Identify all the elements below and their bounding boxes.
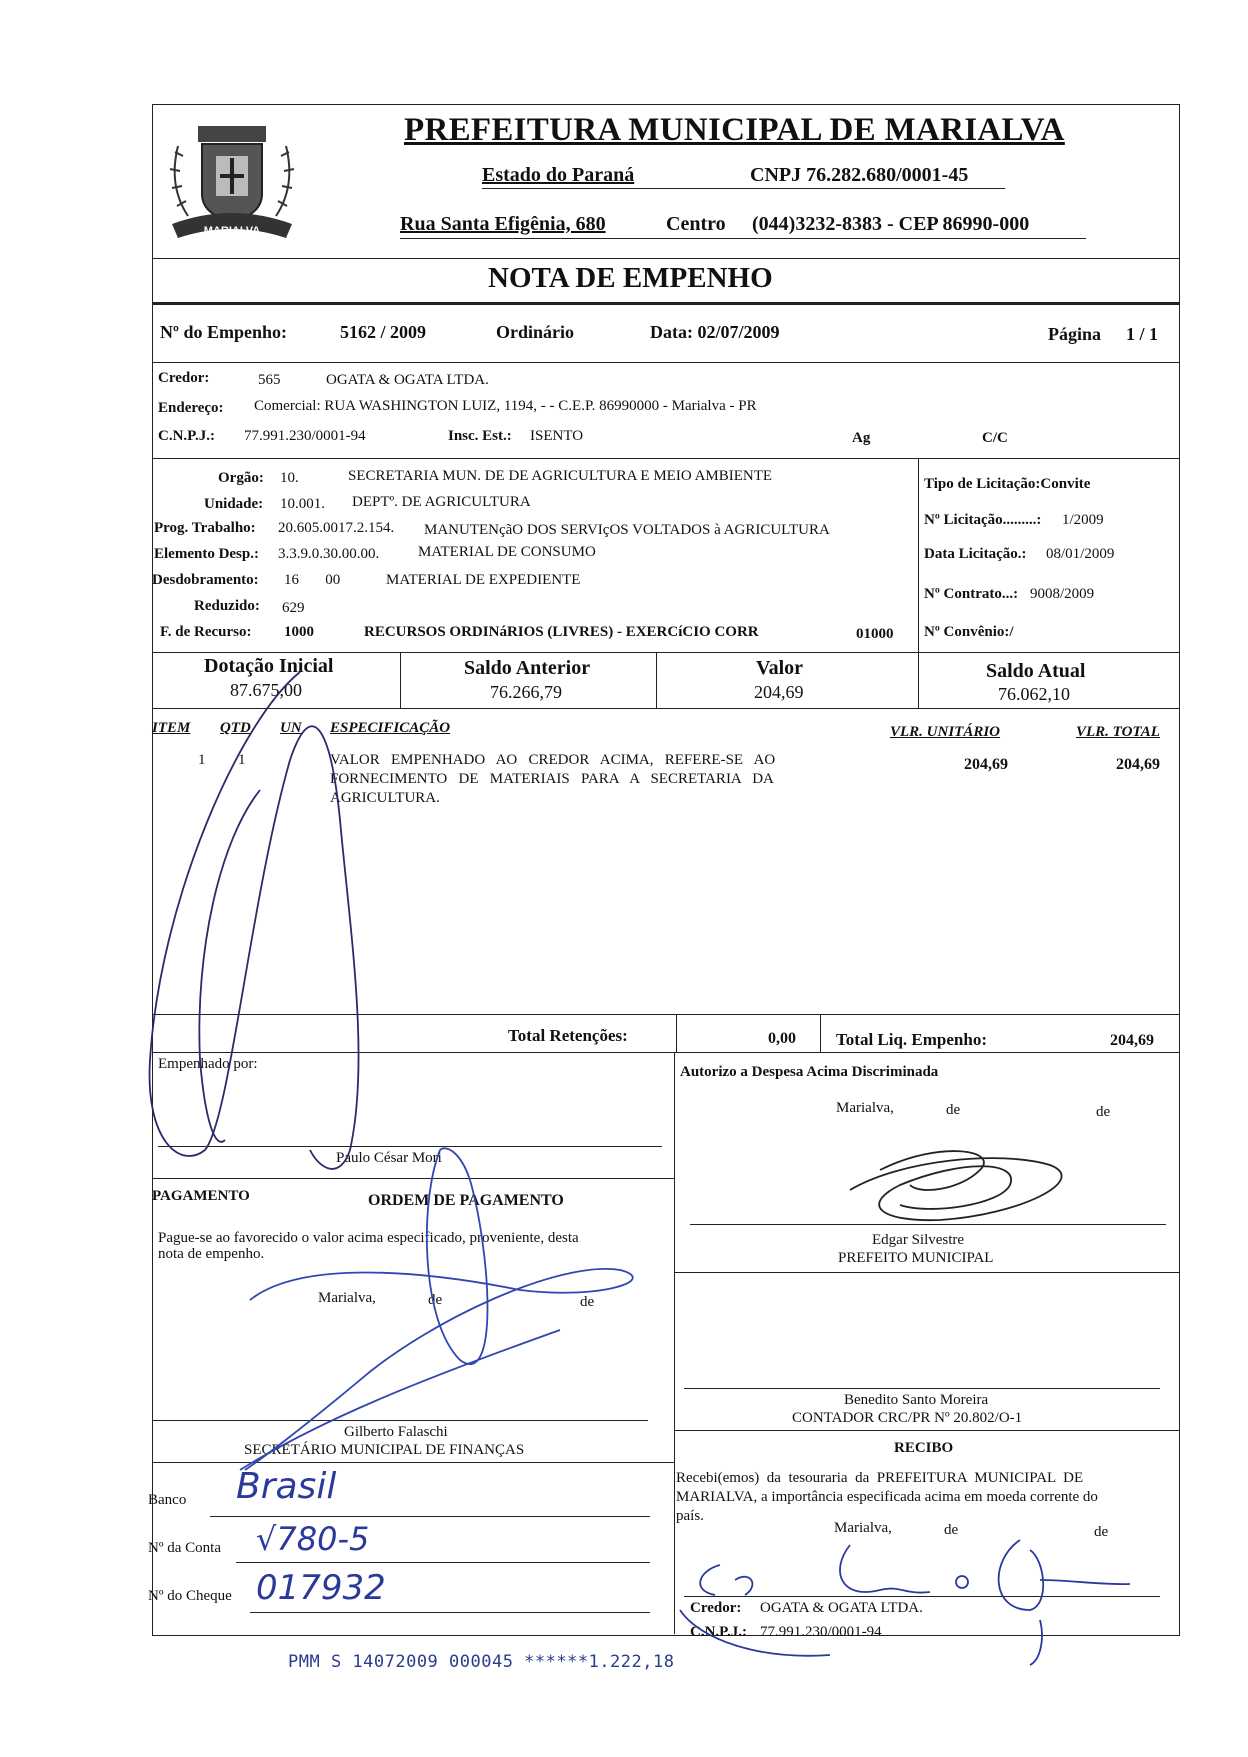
recibo-de1: de xyxy=(944,1522,959,1538)
orgao-code: 10. xyxy=(280,470,299,486)
header-address-underline xyxy=(400,238,1086,239)
orgao-name: SECRETARIA MUN. DE DE AGRICULTURA E MEIO AMBIENTE xyxy=(348,468,773,484)
cheque-label: Nº do Cheque xyxy=(148,1588,232,1604)
empenho-type: Ordinário xyxy=(496,322,575,342)
pagamento-label: PAGAMENTO xyxy=(152,1188,250,1204)
prog-label: Prog. Trabalho: xyxy=(154,520,256,536)
recibo-cnpj-label: C.N.P.J.: xyxy=(690,1624,747,1640)
signature-line xyxy=(684,1596,1160,1597)
valor-label: Valor xyxy=(756,657,804,679)
autorizo-name: Edgar Silvestre xyxy=(872,1232,965,1248)
prog-name: MANUTENçãO DOS SERVIçOS VOLTADOS à AGRICULTURA xyxy=(424,522,830,538)
divider xyxy=(400,652,401,708)
divider xyxy=(918,458,919,652)
liq-label: Total Liq. Empenho: xyxy=(836,1030,987,1049)
col-vlr-unitario: VLR. UNITÁRIO xyxy=(890,724,1001,740)
rule xyxy=(674,1272,1180,1273)
desd-code: 16 00 xyxy=(284,572,341,588)
rule xyxy=(152,1178,674,1179)
dotacao-inicial-label: Dotação Inicial xyxy=(204,655,334,677)
divider xyxy=(676,1014,677,1052)
doc-title: NOTA DE EMPENHO xyxy=(488,262,773,294)
saldo-anterior-value: 76.266,79 xyxy=(490,682,562,702)
rule xyxy=(674,1430,1180,1431)
autorizo-de1: de xyxy=(946,1102,961,1118)
rule xyxy=(152,302,1180,305)
empenho-date: Data: 02/07/2009 xyxy=(650,322,780,342)
credor-label: Credor: xyxy=(158,370,210,386)
header-state: Estado do Paraná xyxy=(482,164,635,186)
header-district: Centro xyxy=(666,213,726,235)
rule xyxy=(152,362,1180,363)
contrato-label: Nº Contrato...: xyxy=(924,586,1019,602)
field-line xyxy=(210,1516,650,1517)
credor-address: Comercial: RUA WASHINGTON LUIZ, 1194, - - C.E.P. 86990000 - Marialva - PR xyxy=(254,398,757,414)
banco-handwritten: Brasil xyxy=(236,1466,337,1507)
cheque-handwritten: 017932 xyxy=(256,1568,386,1608)
contador-name: Benedito Santo Moreira xyxy=(844,1392,989,1408)
header-phone-cep: (044)3232-8383 - CEP 86990-000 xyxy=(752,213,1030,235)
autorizo-city: Marialva, xyxy=(836,1100,894,1116)
retencoes-value: 0,00 xyxy=(768,1030,796,1047)
conta-label: Nº da Conta xyxy=(148,1540,221,1556)
divider xyxy=(674,1052,675,1634)
field-line xyxy=(236,1562,650,1563)
recibo-city: Marialva, xyxy=(834,1520,892,1536)
address-label: Endereço: xyxy=(158,400,224,416)
contador-role: CONTADOR CRC/PR Nº 20.802/O-1 xyxy=(792,1410,1023,1426)
pagamento-city: Marialva, xyxy=(318,1290,376,1306)
empenho-label: Nº do Empenho: xyxy=(160,322,287,342)
unidade-name: DEPTº. DE AGRICULTURA xyxy=(352,494,531,510)
recibo-text1: Recebi(emos) da tesouraria da PREFEITURA MUNICIPAL DE xyxy=(676,1470,1084,1486)
pagamento-text1: Pague-se ao favorecido o valor acima especificado, proveniente, desta xyxy=(158,1230,579,1246)
col-un: UN xyxy=(280,720,302,736)
item-number: 1 xyxy=(198,752,206,768)
insc-label: Insc. Est.: xyxy=(448,428,512,444)
valor-value: 204,69 xyxy=(754,682,804,702)
pagamento-de1: de xyxy=(428,1292,443,1308)
col-qtd: QTD xyxy=(220,720,251,736)
header-cnpj-underline xyxy=(482,188,1005,189)
header-cnpj: CNPJ 76.282.680/0001-45 xyxy=(750,164,969,186)
recibo-text3: país. xyxy=(676,1508,704,1524)
ag-label: Ag xyxy=(852,430,871,446)
fonte-label: F. de Recurso: xyxy=(160,624,252,640)
rule xyxy=(152,258,1180,259)
empenhado-label: Empenhado por: xyxy=(158,1056,258,1072)
rule xyxy=(152,1052,1180,1053)
unidade-label: Unidade: xyxy=(204,496,264,512)
page-number: 1 / 1 xyxy=(1126,324,1159,344)
elem-code: 3.3.9.0.30.00.00. xyxy=(278,546,380,562)
reduzido-value: 629 xyxy=(282,600,305,616)
pagamento-name: Gilberto Falaschi xyxy=(344,1424,448,1440)
tipo-licitacao: Tipo de Licitação:Convite xyxy=(924,476,1091,492)
credor-cnpj: 77.991.230/0001-94 xyxy=(244,428,366,444)
bank-stamp: PMM S 14072009 000045 ******1.222,18 xyxy=(288,1652,675,1672)
recibo-credor-label: Credor: xyxy=(690,1600,742,1616)
col-item: ITEM xyxy=(152,720,191,736)
header-title: PREFEITURA MUNICIPAL DE MARIALVA xyxy=(404,112,1065,148)
saldo-atual-label: Saldo Atual xyxy=(986,660,1086,682)
orgao-label: Orgão: xyxy=(218,470,264,486)
signature-line xyxy=(690,1224,1166,1225)
desd-label: Desdobramento: xyxy=(152,572,259,588)
item-desc-line3: AGRICULTURA. xyxy=(330,790,440,806)
item-desc-line2: FORNECIMENTO DE MATERIAIS PARA A SECRETARIA DA xyxy=(330,771,774,787)
ordem-pagamento: ORDEM DE PAGAMENTO xyxy=(368,1192,564,1209)
recibo-credor: OGATA & OGATA LTDA. xyxy=(760,1600,923,1616)
contrato-value: 9008/2009 xyxy=(1030,586,1095,602)
insc-value: ISENTO xyxy=(530,428,584,444)
header-address: Rua Santa Efigênia, 680 xyxy=(400,213,606,235)
fonte-code: 1000 xyxy=(284,624,314,640)
licitacao-data: 08/01/2009 xyxy=(1046,546,1115,562)
licitacao-data-label: Data Licitação.: xyxy=(924,546,1027,562)
divider xyxy=(656,652,657,708)
item-qtd: 1 xyxy=(238,752,246,768)
signature-line xyxy=(158,1146,662,1147)
crest-motto: MARIALVA xyxy=(203,225,261,237)
prog-code: 20.605.0017.2.154. xyxy=(278,520,395,536)
field-line xyxy=(250,1612,650,1613)
elem-label: Elemento Desp.: xyxy=(154,546,259,562)
dotacao-inicial-value: 87.675,00 xyxy=(230,680,302,700)
rule xyxy=(152,1014,1180,1015)
saldo-atual-value: 76.062,10 xyxy=(998,684,1070,704)
cc-label: C/C xyxy=(982,430,1008,446)
rule xyxy=(152,652,1180,653)
credor-code: 565 xyxy=(258,372,281,388)
fonte-sub: 01000 xyxy=(856,626,894,642)
municipal-crest xyxy=(158,106,306,254)
rule xyxy=(152,1462,674,1463)
autorizo-role: PREFEITO MUNICIPAL xyxy=(838,1250,994,1266)
fonte-name: RECURSOS ORDINáRIOS (LIVRES) - EXERCíCIO CORR xyxy=(364,624,759,640)
empenho-number: 5162 / 2009 xyxy=(340,322,427,342)
banco-label: Banco xyxy=(148,1492,187,1508)
autorizo-label: Autorizo a Despesa Acima Discriminada xyxy=(680,1064,939,1080)
licitacao-num-label: Nº Licitação.........: xyxy=(924,512,1042,528)
pagamento-de2: de xyxy=(580,1294,595,1310)
recibo-title: RECIBO xyxy=(894,1440,954,1456)
unidade-code: 10.001. xyxy=(280,496,325,512)
licitacao-num: 1/2009 xyxy=(1062,512,1104,528)
page-label: Página xyxy=(1048,324,1102,344)
retencoes-label: Total Retenções: xyxy=(508,1026,628,1045)
col-especificacao: ESPECIFICAÇÃO xyxy=(330,720,451,736)
credor-name: OGATA & OGATA LTDA. xyxy=(326,372,489,388)
divider xyxy=(918,652,919,708)
item-desc-line1: VALOR EMPENHADO AO CREDOR ACIMA, REFERE-SE AO xyxy=(330,752,776,768)
empenhado-name: Paulo César Mori xyxy=(336,1150,442,1166)
recibo-text2: MARIALVA, a importância especificada acima em moeda corrente do xyxy=(676,1489,1098,1505)
signature-line xyxy=(152,1420,648,1421)
desd-name: MATERIAL DE EXPEDIENTE xyxy=(386,572,581,588)
rule xyxy=(152,458,1180,459)
item-vlr-total: 204,69 xyxy=(1116,756,1160,773)
col-vlr-total: VLR. TOTAL xyxy=(1076,724,1160,740)
reduzido-label: Reduzido: xyxy=(194,598,260,614)
liq-value: 204,69 xyxy=(1110,1032,1154,1049)
rule xyxy=(152,708,1180,709)
recibo-cnpj: 77.991.230/0001-94 xyxy=(760,1624,882,1640)
item-vlr-unitario: 204,69 xyxy=(964,756,1008,773)
saldo-anterior-label: Saldo Anterior xyxy=(464,657,591,679)
conta-handwritten: √780-5 xyxy=(256,1520,370,1558)
recibo-de2: de xyxy=(1094,1524,1109,1540)
signature-line xyxy=(684,1388,1160,1389)
divider xyxy=(820,1014,821,1052)
elem-name: MATERIAL DE CONSUMO xyxy=(418,544,596,560)
autorizo-de2: de xyxy=(1096,1104,1111,1120)
convenio-label: Nº Convênio:/ xyxy=(924,624,1014,640)
pagamento-role: SECRETÁRIO MUNICIPAL DE FINANÇAS xyxy=(244,1442,525,1458)
cnpj-label: C.N.P.J.: xyxy=(158,428,215,444)
pagamento-text2: nota de empenho. xyxy=(158,1246,265,1262)
